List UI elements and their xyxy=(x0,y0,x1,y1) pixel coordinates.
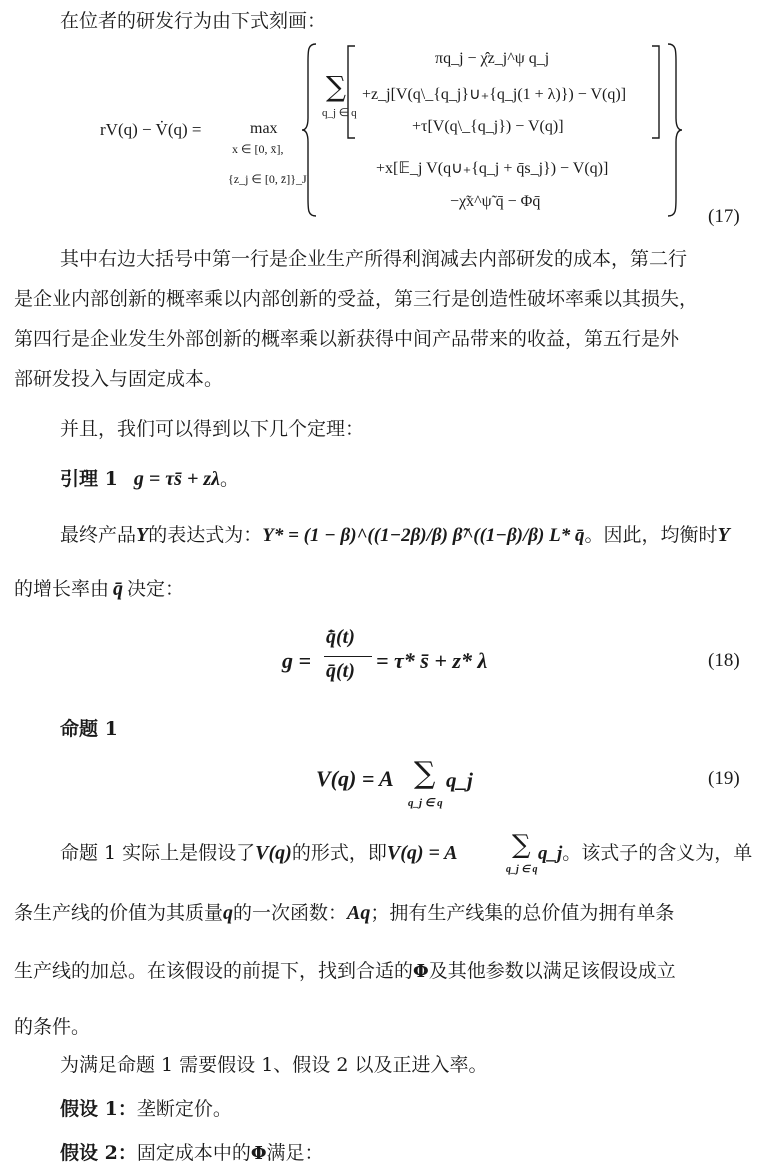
para4-line xyxy=(60,838,458,865)
para7-text: 的条件。 xyxy=(14,1016,91,1038)
para1-line2: 是企业内部创新的概率乘以内部创新的受益，第三行是创造性破坏率乘以其损失， xyxy=(14,288,699,310)
para5-b: 的一次函数： xyxy=(233,902,348,924)
para3-b: 的表达式为： xyxy=(148,524,263,546)
eq17-left-bracket xyxy=(345,44,357,140)
para3-Y2: Y xyxy=(717,524,730,546)
eq19-lhs: V(q) = A xyxy=(316,766,394,791)
assump2-phi: Φ xyxy=(250,1143,267,1164)
para5-q: q xyxy=(223,902,234,924)
para3-formula: Y* = (1 − β)^((1−2β)/β) β̃^((1−β)/β) L* q̄ xyxy=(262,525,585,546)
lemma1-formula: g = τs̄ + zλ xyxy=(133,468,221,490)
para1-line4: 部研发投入与固定成本。 xyxy=(14,368,224,390)
assump2-a: 固定成本中的 xyxy=(136,1142,251,1164)
para5-Aq: Aq xyxy=(347,902,371,924)
para6-phi: Φ xyxy=(413,961,429,982)
eq17-left-brace xyxy=(300,42,320,218)
eq18-den: q̄(t) xyxy=(326,660,355,682)
eq17-lhs: rV(q) − V̇(q) = xyxy=(100,120,202,139)
lemma1-end: 。 xyxy=(220,468,240,490)
eq17-max-sub2: {z_j ∈ [0, z̄]}_J xyxy=(228,172,307,186)
assumption-2 xyxy=(60,1138,324,1165)
para3-Y: Y xyxy=(136,524,149,546)
assump1-text: 垄断定价。 xyxy=(136,1098,232,1120)
prop1-label: 命题 1 xyxy=(60,718,118,740)
eq19-sum-sub: q_j ∈ q xyxy=(408,797,443,809)
para4-formula: V(q) = A xyxy=(386,842,458,864)
assump2-label: 假设 2： xyxy=(60,1142,137,1164)
eq17-right-bracket xyxy=(650,44,662,140)
eq17-sum-symbol: ∑ xyxy=(326,70,346,103)
eq19-term: q_j xyxy=(446,768,473,792)
eq18-fraction-bar xyxy=(324,656,372,657)
para5-a: 条生产线的价值为其质量 xyxy=(14,902,224,924)
eq18-number: (18) xyxy=(708,650,740,671)
assumption-1 xyxy=(60,1094,232,1121)
para1-line1: 其中右边大括号中第一行是企业生产所得利润减去内部研发的成本，第二行 xyxy=(60,248,688,270)
eq17-row4: +x[𝔼_j V(q∪₊{q_j + q̄s_j}) − V(q)] xyxy=(376,160,609,177)
para4-term: q_j xyxy=(538,843,563,864)
para1-line3: 第四行是企业发生外部创新的概率乘以新获得中间产品带来的收益，第五行是外 xyxy=(14,328,680,350)
eq17-row2: +z_j[V(q\_{q_j}∪₊{q_j(1 + λ)}) − V(q)] xyxy=(362,86,627,103)
para6-a: 生产线的加总。在该假设的前提下，找到合适的 xyxy=(14,960,414,982)
para4-Vq: V(q) xyxy=(255,842,292,864)
assump1-label: 假设 1： xyxy=(60,1098,137,1120)
para6-line xyxy=(14,956,676,983)
para4-sum-symbol: ∑ xyxy=(512,830,531,860)
eq17-right-brace xyxy=(664,42,684,218)
eq19-sum-symbol: ∑ xyxy=(414,756,436,791)
eq18-rhs: = τ* s̄ + z* λ xyxy=(376,648,488,673)
eq18-lhs: g = xyxy=(282,648,312,673)
para4-tail xyxy=(538,838,752,865)
para5-line xyxy=(14,898,674,925)
para3-c: 。因此，均衡时 xyxy=(584,524,718,546)
para4-c: 。该式子的含义为，单 xyxy=(562,842,753,864)
para4-sum-sub: q_j ∈ q xyxy=(506,864,538,875)
para5-c: ；拥有生产线集的总价值为拥有单条 xyxy=(370,902,675,924)
para4-a: 命题 1 实际上是假设了 xyxy=(60,842,256,864)
para4-b: 的形式，即 xyxy=(291,842,387,864)
eq17-row5: −χ̃x^ψ̃ q̄ − Φq̄ xyxy=(450,193,541,210)
para2-text: 并且，我们可以得到以下几个定理： xyxy=(60,418,365,440)
eq17-row1: πq_j − χ̂z_j^ψ q_j xyxy=(435,50,550,67)
para3-e: 决定： xyxy=(127,578,185,600)
lemma1-label: 引理 1 xyxy=(60,468,118,490)
eq18-num: q̄̇(t) xyxy=(326,626,355,648)
para3-qbar: q̄ xyxy=(113,578,124,600)
eq17-max: max xyxy=(250,120,278,137)
eq17-sum-sub: q_j ∈ q xyxy=(322,107,357,119)
para6-b: 及其他参数以满足该假设成立 xyxy=(428,960,676,982)
eq19-number: (19) xyxy=(708,768,740,789)
eq17-number: (17) xyxy=(708,206,740,227)
eq17-row3: +τ[V(q\_{q_j}) − V(q)] xyxy=(412,118,564,135)
para3-line1 xyxy=(60,520,730,547)
para3-d: 的增长率由 xyxy=(14,578,110,600)
para3-line2 xyxy=(14,574,184,601)
para8-text: 为满足命题 1 需要假设 1、假设 2 以及正进入率。 xyxy=(60,1054,488,1076)
assump2-b: 满足： xyxy=(266,1142,324,1164)
eq17-max-sub1: x ∈ [0, x̄], xyxy=(232,142,284,156)
para3-a: 最终产品 xyxy=(60,524,137,546)
intro-text: 在位者的研发行为由下式刻画： xyxy=(60,10,327,32)
lemma1 xyxy=(60,464,239,491)
